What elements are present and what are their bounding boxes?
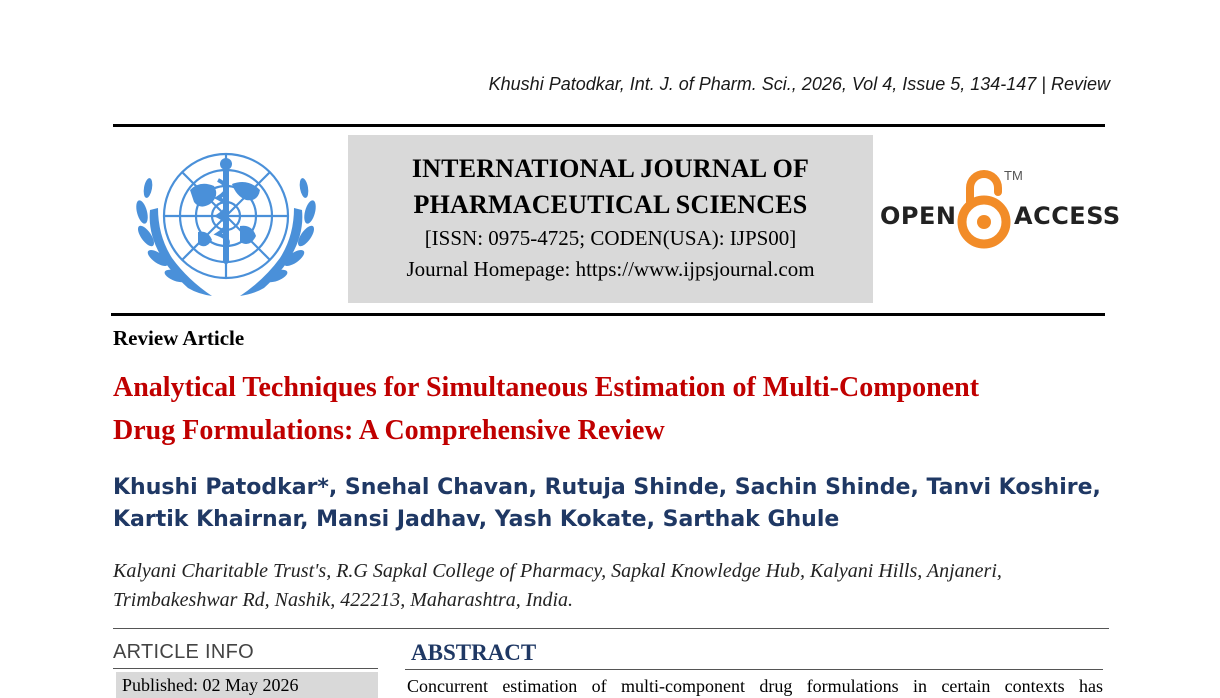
abstract-heading: ABSTRACT (411, 640, 537, 665)
header-rule-top (113, 124, 1105, 127)
open-access-tm: TM (1004, 168, 1023, 183)
affiliation-line2: Trimbakeshwar Rd, Nashik, 422213, Maharashtra, India. (113, 589, 574, 611)
journal-title-line1: INTERNATIONAL JOURNAL OF (411, 154, 810, 183)
open-access-open-text: OPEN (880, 202, 957, 230)
open-access-logo (880, 168, 1121, 250)
abstract-rule (405, 669, 1103, 670)
affiliation-line1: Kalyani Charitable Trust's, R.G Sapkal College of Pharmacy, Sapkal Knowledge Hub, Kalyani Hills, Anjaneri, (113, 560, 1002, 582)
journal-title (348, 151, 873, 223)
journal-issn: [ISSN: 0975-4725; CODEN(USA): IJPS00] (424, 226, 797, 250)
citation-header: Khushi Patodkar, Int. J. of Pharm. Sci., 2026, Vol 4, Issue 5, 134-147 | Review (488, 74, 1110, 94)
journal-emblem-logo (128, 140, 324, 304)
journal-title-line2: PHARMACEUTICAL SCIENCES (413, 190, 808, 219)
article-info-rule (113, 668, 378, 669)
article-title-line1: Analytical Techniques for Simultaneous Estimation of Multi-Component (113, 372, 980, 403)
header-rule-bottom (111, 313, 1105, 316)
journal-homepage: Journal Homepage: https://www.ijpsjournal.com (406, 257, 815, 281)
abstract-text: Concurrent estimation of multi-component drug formulations in certain contexts has (407, 676, 1103, 696)
authors-line1: Khushi Patodkar*, Snehal Chavan, Rutuja Shinde, Sachin Shinde, Tanvi Koshire, (113, 475, 1101, 500)
authors-line2: Kartik Khairnar, Mansi Jadhav, Yash Kokate, Sarthak Ghule (113, 507, 840, 532)
section-divider (113, 628, 1109, 629)
open-access-access-text: ACCESS (1014, 202, 1121, 230)
author-list (113, 472, 1113, 536)
article-info-heading: ARTICLE INFO (113, 641, 255, 663)
article-type: Review Article (113, 326, 245, 350)
article-title (113, 366, 1113, 452)
journal-info-box (348, 135, 873, 303)
article-title-line2: Drug Formulations: A Comprehensive Review (113, 415, 665, 446)
published-date: Published: 02 May 2026 (116, 672, 378, 698)
affiliation (113, 557, 1113, 615)
